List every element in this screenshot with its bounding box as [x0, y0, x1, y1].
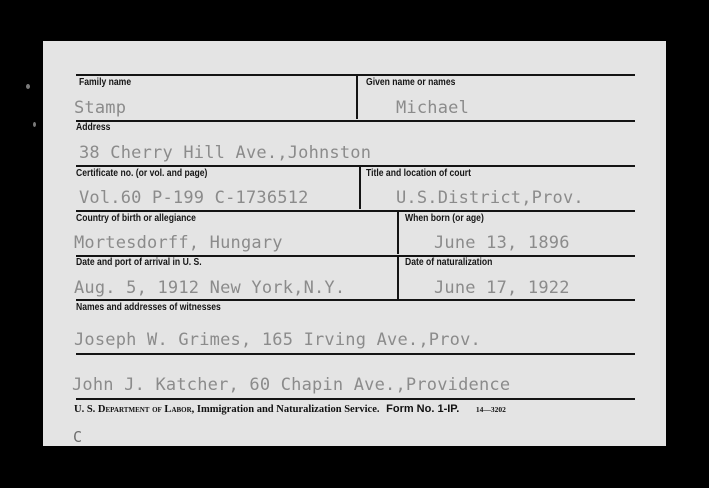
label-certificate-no: Certificate no. (or vol. and page) — [76, 168, 208, 179]
label-court: Title and location of court — [366, 168, 471, 179]
label-given-names: Given name or names — [366, 77, 456, 88]
value-address: 38 Cherry Hill Ave.,Johnston — [79, 143, 372, 163]
label-arrival: Date and port of arrival in U. S. — [76, 257, 202, 268]
rule-arrival — [76, 299, 635, 301]
corner-mark: C — [73, 428, 83, 446]
divider-certificate — [359, 165, 361, 209]
value-arrival: Aug. 5, 1912 New York,N.Y. — [74, 278, 346, 298]
rule-certificate — [76, 210, 635, 212]
film-speck — [33, 122, 36, 127]
label-naturalization-date: Date of naturalization — [405, 257, 493, 268]
value-country: Mortesdorff, Hungary — [74, 233, 283, 253]
value-court: U.S.District,Prov. — [396, 188, 584, 208]
value-family-name: Stamp — [74, 98, 127, 118]
film-speck — [26, 84, 30, 89]
label-address: Address — [76, 122, 111, 133]
footer-agency: U. S. Department of Labor, — [74, 404, 195, 415]
divider-name — [356, 75, 358, 119]
value-naturalization-date: June 17, 1922 — [434, 278, 570, 298]
footer-form-number: Form No. 1-IP. — [386, 403, 460, 415]
rule-name — [76, 120, 635, 122]
divider-arrival — [397, 255, 399, 299]
value-certificate-no: Vol.60 P-199 C-1736512 — [79, 188, 309, 208]
label-when-born: When born (or age) — [405, 213, 484, 224]
label-witnesses: Names and addresses of witnesses — [76, 302, 221, 313]
index-card — [43, 41, 666, 446]
divider-country — [397, 210, 399, 254]
footer-code: 14—3202 — [475, 405, 506, 414]
value-witness-1: Joseph W. Grimes, 165 Irving Ave.,Prov. — [74, 330, 481, 350]
value-when-born: June 13, 1896 — [434, 233, 570, 253]
rule-witness-2 — [76, 398, 635, 400]
value-given-names: Michael — [396, 98, 470, 118]
label-family-name: Family name — [79, 77, 132, 88]
rule-address — [76, 165, 635, 167]
value-witness-2: John J. Katcher, 60 Chapin Ave.,Providence — [72, 375, 511, 395]
form-footer — [74, 403, 506, 416]
rule-witness-1 — [76, 353, 635, 355]
footer-service: Immigration and Naturalization Service. — [194, 404, 380, 415]
label-country: Country of birth or allegiance — [76, 213, 196, 224]
